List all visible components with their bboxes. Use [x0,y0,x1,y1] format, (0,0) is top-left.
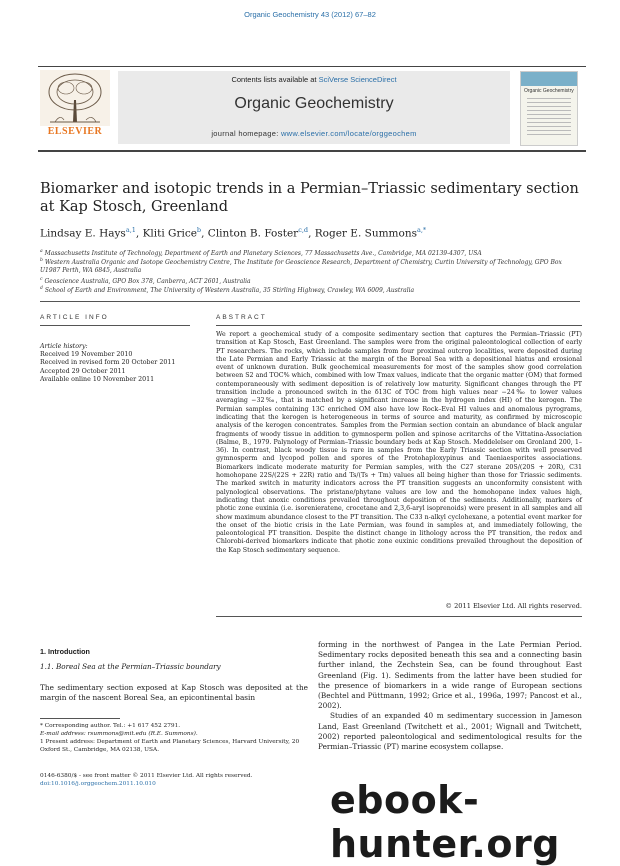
author-separator: , [135,227,143,240]
author-name[interactable]: Kliti Grice [142,227,197,240]
article-history [40,343,190,384]
author-separator: , [308,227,315,240]
article-title [40,180,580,216]
journal-cover-thumbnail [520,71,578,146]
affiliation-marker: a [40,249,43,254]
affiliation-marker: c [40,277,43,282]
subsection-heading: 1.1. Boreal Sea at the Permian–Triassic boundary [40,662,221,671]
history-label: Article history: [40,343,88,350]
body-right-column [318,640,582,752]
journal-title: Organic Geochemistry [234,95,394,112]
author-affil-marker[interactable]: a,1 [125,226,136,234]
sciencedirect-link[interactable]: SciVerse ScienceDirect [318,75,397,84]
history-item: Accepted 29 October 2011 [40,367,126,375]
affiliation [40,257,580,275]
affiliation-marker: d [40,286,43,291]
affiliation-text: Geoscience Australia, GPO Box 378, Canberra, ACT 2601, Australia [44,278,251,285]
cover-lines [527,98,571,138]
author-name[interactable]: Lindsay E. Hays [40,227,126,240]
body-left-paragraph: The sedimentary section exposed at Kap Stosch was deposited at the margin of the nascent Boreal Sea, an epicontinental basin [40,683,308,702]
history-item: Available online 10 November 2011 [40,375,155,383]
affiliation-marker: b [40,258,43,263]
cover-band [521,72,577,86]
abstract-rule [216,325,582,326]
author-affil-marker[interactable]: b [196,226,202,234]
homepage-prefix: journal homepage: [211,129,281,138]
contents-line [118,75,510,84]
author-list [40,226,580,240]
elsevier-logo-text: ELSEVIER [47,126,103,137]
affiliation-text: Massachusetts Institute of Technology, Department of Earth and Planetary Sciences, 77 Massachusetts Ave., Cambridge, MA 02139-4307, USA [44,250,482,257]
doi-link[interactable]: doi:10.1016/j.orggeochem.2011.10.010 [40,781,156,787]
abstract-copyright: © 2011 Elsevier Ltd. All rights reserved. [445,602,582,610]
header-top-rule [38,66,586,67]
author-name[interactable]: Clinton B. Foster [207,227,299,240]
history-item: Received in revised form 20 October 2011 [40,359,176,367]
history-item: Received 19 November 2010 [40,351,133,359]
author-separator: , [201,227,208,240]
contents-prefix: Contents lists available at [231,75,319,84]
present-address-note: 1 Present address: Department of Earth and Planetary Sciences, Harvard University, 20 Oxford St., Cambridge, MA 02138, USA. [40,739,300,753]
article-info-heading: ARTICLE INFO [40,314,109,321]
body-paragraph: Studies of an expanded 40 m sedimentary succession in Jameson Land, East Greenland (Twitchett et al., 2001; Wignall and Twitchett, 2002) reported paleontological and sedimentological results for the Permian–Triassic (PT) marine ecosystem collapse. [318,711,582,752]
footnote-rule [40,718,120,719]
affiliation-text: School of Earth and Environment, The University of Western Australia, 35 Stirling Highway, Crawley, WA 6009, Australia [44,287,415,294]
title-line-2: at Kap Stosch, Greenland [40,199,228,215]
affiliation-text: Western Australia Organic and Isotope Geochemistry Centre, The Institute for Geoscience Research, Department of Chemistry, Curtin University of Technology, GPO Box U1987 Perth, WA 6845, Australia [40,259,562,274]
abstract-text: We report a geochemical study of a composite sedimentary section that captures the Permian–Triassic (PT) transition at Kap Stosch, East Greenland. The samples were from the original paleontological collection of early PT researchers. The rocks, which include samples from four proximal outcrop localities, were deposited during the Late Permian and Early Triassic at the margin of the Boreal Sea with a depositional hiatus and erosional event of unknown duration. Bulk geochemical measurements for most of the samples show good correlation between S2 and TOC% which, combined with low Tmax values, indicate that the organic matter (OM) that formed contemporaneously with sediment deposition is of relatively low maturity. Significant changes through the PT transition include a pronounced switch in the δ13C of TOC from high values near −24‰ to lower values averaging −32‰, that is matched by a significant increase in the hydrogen index (HI) of the kerogen. The Permian samples containing 13C enriched OM also have low Rock–Eval HI values and anomalous pyrograms, indicating that the kerogen is heterogeneous in terms of source and maturity, as confirmed by microscopic analysis of the kerogen concentrates. Samples from the Permian section contain an abundance of black angular fragments of woody tissue in addition to gymnosperm pollen and spinose acritarchs of the Vittatina-Association (Balme, B., 1979. Palynology of Permian–Triassic boundary beds at Kap Stosch. Meddelelser om Gronland 200, 1–36). In contrast, black woody tissue is rare in samples from the Early Triassic section with well preserved gymnosperm and lycopod pollen and spores of the Protohaploxypinus and Taeniaesporites associations. Biomarkers indicate moderate maturity for Permian samples, with the C27 sterane 20S/(20S + 20R), C31 homohopane 22S/(22S + 22R) ratio and Ts/(Ts + Tm) values all being higher than those for Triassic sediments. The marked switch in maturity indicators across the PT transition suggests an unconformity consistent with palynological observations. The pristane/phytane values are low and the homohopane index values high, indicating that anoxic conditions prevailed throughout deposition of the sediments. Additionally, markers of photic zone euxinia (i.e. isorenieratene, crocetane and 2,3,6-aryl isoprenoids) were present in all samples and all show maximum abundance closest to the PT transition. The C33 n-alkyl cyclohexane, a potential event marker for the onset of the biotic crisis in the Late Permian, was found in samples at, and immediately following, the paleontological PT transition. Despite the distinct change in lithology across the PT transition, the redox and Chlorobi-derived biomarkers indicate that photic zone euxinic conditions prevailed throughout the deposition of the Kap Stosch sedimentary sequence. [216,331,582,554]
journal-reference[interactable]: Organic Geochemistry 43 (2012) 67–82 [244,10,376,19]
email-note[interactable]: E-mail address: rsummons@mit.edu (R.E. Summons). [40,731,198,737]
section-heading: 1. Introduction [40,647,90,656]
title-line-1: Biomarker and isotopic trends in a Permian–Triassic sedimentary section [40,181,579,197]
author-affil-marker[interactable]: c,d [298,226,309,234]
author-name[interactable]: Roger E. Summons [314,227,417,240]
watermark-text: ebook-hunter.org [330,778,560,866]
abstract-bottom-rule [216,616,582,617]
author-affil-marker[interactable]: a,* [416,226,427,234]
issn-line: 0146-6380/$ - see front matter © 2011 Elsevier Ltd. All rights reserved. [40,773,253,779]
affiliation [40,285,580,295]
body-paragraph: forming in the northwest of Pangea in the Late Permian Period. Sedimentary rocks deposited beneath this sea and a connecting basin further inland, the Zechstein Sea, can be found throughout East Greenland (Fig. 1). Sediments from the latter have been studied for the presence of biomarkers in a wide range of European sections (Bechtel and Püttmann, 1992; Grice et al., 1996a, 1997; Pancost et al., 2002). [318,640,582,711]
corresponding-author-note: * Corresponding author. Tel.: +1 617 452 2791. [40,723,181,729]
article-bottom-info [40,772,308,788]
footnotes [40,722,308,754]
header-bottom-rule [38,150,586,152]
abstract-heading: ABSTRACT [216,314,267,321]
article-info-rule [40,325,190,326]
affiliations-rule [40,301,580,302]
journal-homepage [118,129,510,138]
homepage-link[interactable]: www.elsevier.com/locate/orggeochem [280,129,417,138]
cover-title: Organic Geochemistry [524,88,574,94]
